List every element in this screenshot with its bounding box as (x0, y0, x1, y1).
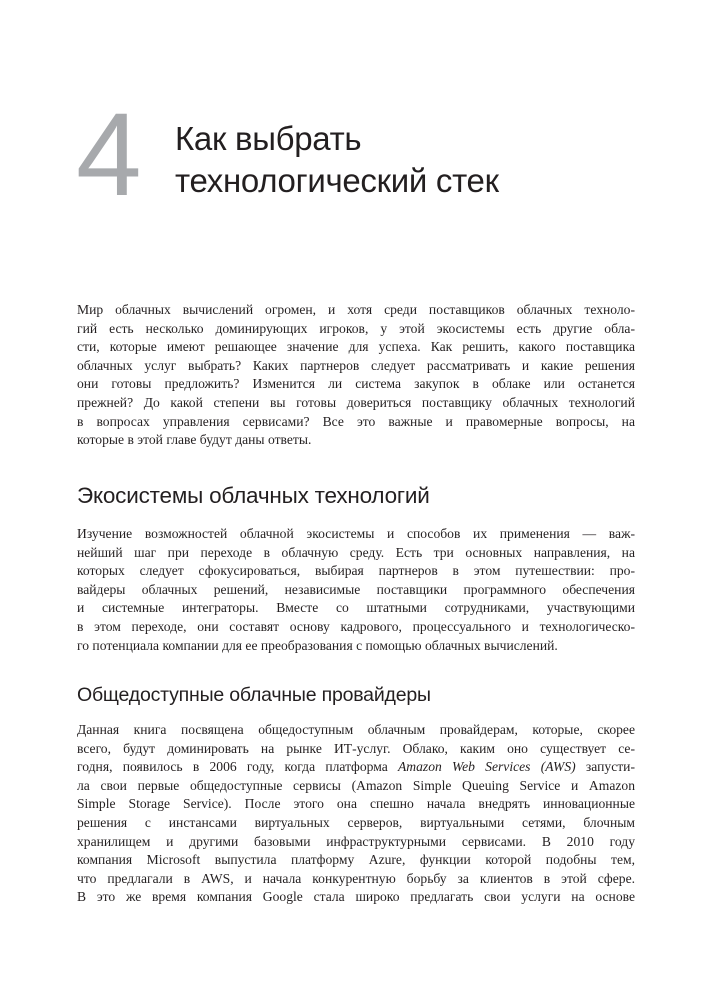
text-line: что предлагали в AWS, и начала конкурентную борьбу за клиентов в этой сфере. (77, 870, 635, 886)
text-line: всего, будут доминировать на рынке ИТ-услуг. Облако, каким оно существует се- (77, 740, 635, 756)
text-line: в этом переходе, они составят основу кадрового, процессуального и технологическо- (77, 618, 635, 634)
chapter-title-line: технологический стек (175, 162, 499, 199)
text-line: хранилищем и другими базовыми инфраструктурными сервисами. В 2010 году (77, 833, 635, 849)
ecosystem-paragraph (77, 525, 635, 655)
text-line: гий есть несколько доминирующих игроков, у этой экосистемы есть другие обла- (77, 320, 635, 336)
text-line: облачных услуг выбрать? Каких партнеров следует рассматривать и какие решения (77, 357, 635, 373)
text-line: сти, которые имеют решающее значение для успеха. Как решить, какого поставщика (77, 339, 635, 355)
text-line: в вопросах управления сервисами? Все это важные и правомерные вопросы, на (77, 413, 635, 429)
text-line: го потенциала компании для ее преобразования с помощью облачных вычислений. (77, 637, 558, 653)
section-heading: Экосистемы облачных технологий (77, 483, 430, 508)
text-line: компания Microsoft выпустила платформу Azure, функции которой подобны тем, (77, 852, 635, 868)
chapter-title (175, 118, 635, 202)
text-line: которых следует сфокусироваться, выбирая партнеров в этом путешествии: про- (77, 563, 635, 579)
text-line: В это же время компания Google стала широко предлагать свои услуги на основе (77, 889, 635, 905)
aws-term: Amazon Web Services (AWS) (398, 759, 576, 775)
text-line: и системные интеграторы. Вместе со штатными сотрудниками, участвующими (77, 600, 635, 616)
text-line (77, 758, 635, 777)
text-line: они готовы предложить? Изменится ли система закупок в облаке или останется (77, 376, 635, 392)
chapter-title-line: Как выбрать (175, 120, 362, 157)
text-line: решения с инстансами виртуальных серверов, виртуальными сетями, блочным (77, 814, 635, 830)
text-line: Simple Storage Service). После этого она спешно начала внедрять инновационные (77, 796, 635, 812)
subsection-heading: Общедоступные облачные провайдеры (77, 684, 431, 706)
text-line: ла свои первые общедоступные сервисы (Amazon Simple Queuing Service и Amazon (77, 777, 635, 793)
text-line: Данная книга посвящена общедоступным облачным провайдерам, которые, скорее (77, 722, 635, 737)
public-cloud-paragraph (77, 721, 635, 907)
text-line: Изучение возможностей облачной экосистемы и способов их применения — важ- (77, 526, 635, 541)
chapter-number: 4 (76, 89, 140, 221)
text-line: нейший шаг при переходе в облачную среду. Есть три основных направления, на (77, 544, 635, 560)
text-segment: годня, появилось в 2006 году, когда платформа (77, 759, 398, 775)
text-segment: запусти- (575, 759, 635, 775)
text-line: Мир облачных вычислений огромен, и хотя среди поставщиков облачных техноло- (77, 302, 635, 317)
intro-paragraph (77, 301, 635, 450)
text-line: вайдеры облачных решений, независимые поставщики программного обеспечения (77, 581, 635, 597)
text-line: которые в этой главе будут даны ответы. (77, 432, 312, 448)
text-line: прежней? До какой степени вы готовы довериться поставщику облачных технологий (77, 394, 635, 410)
